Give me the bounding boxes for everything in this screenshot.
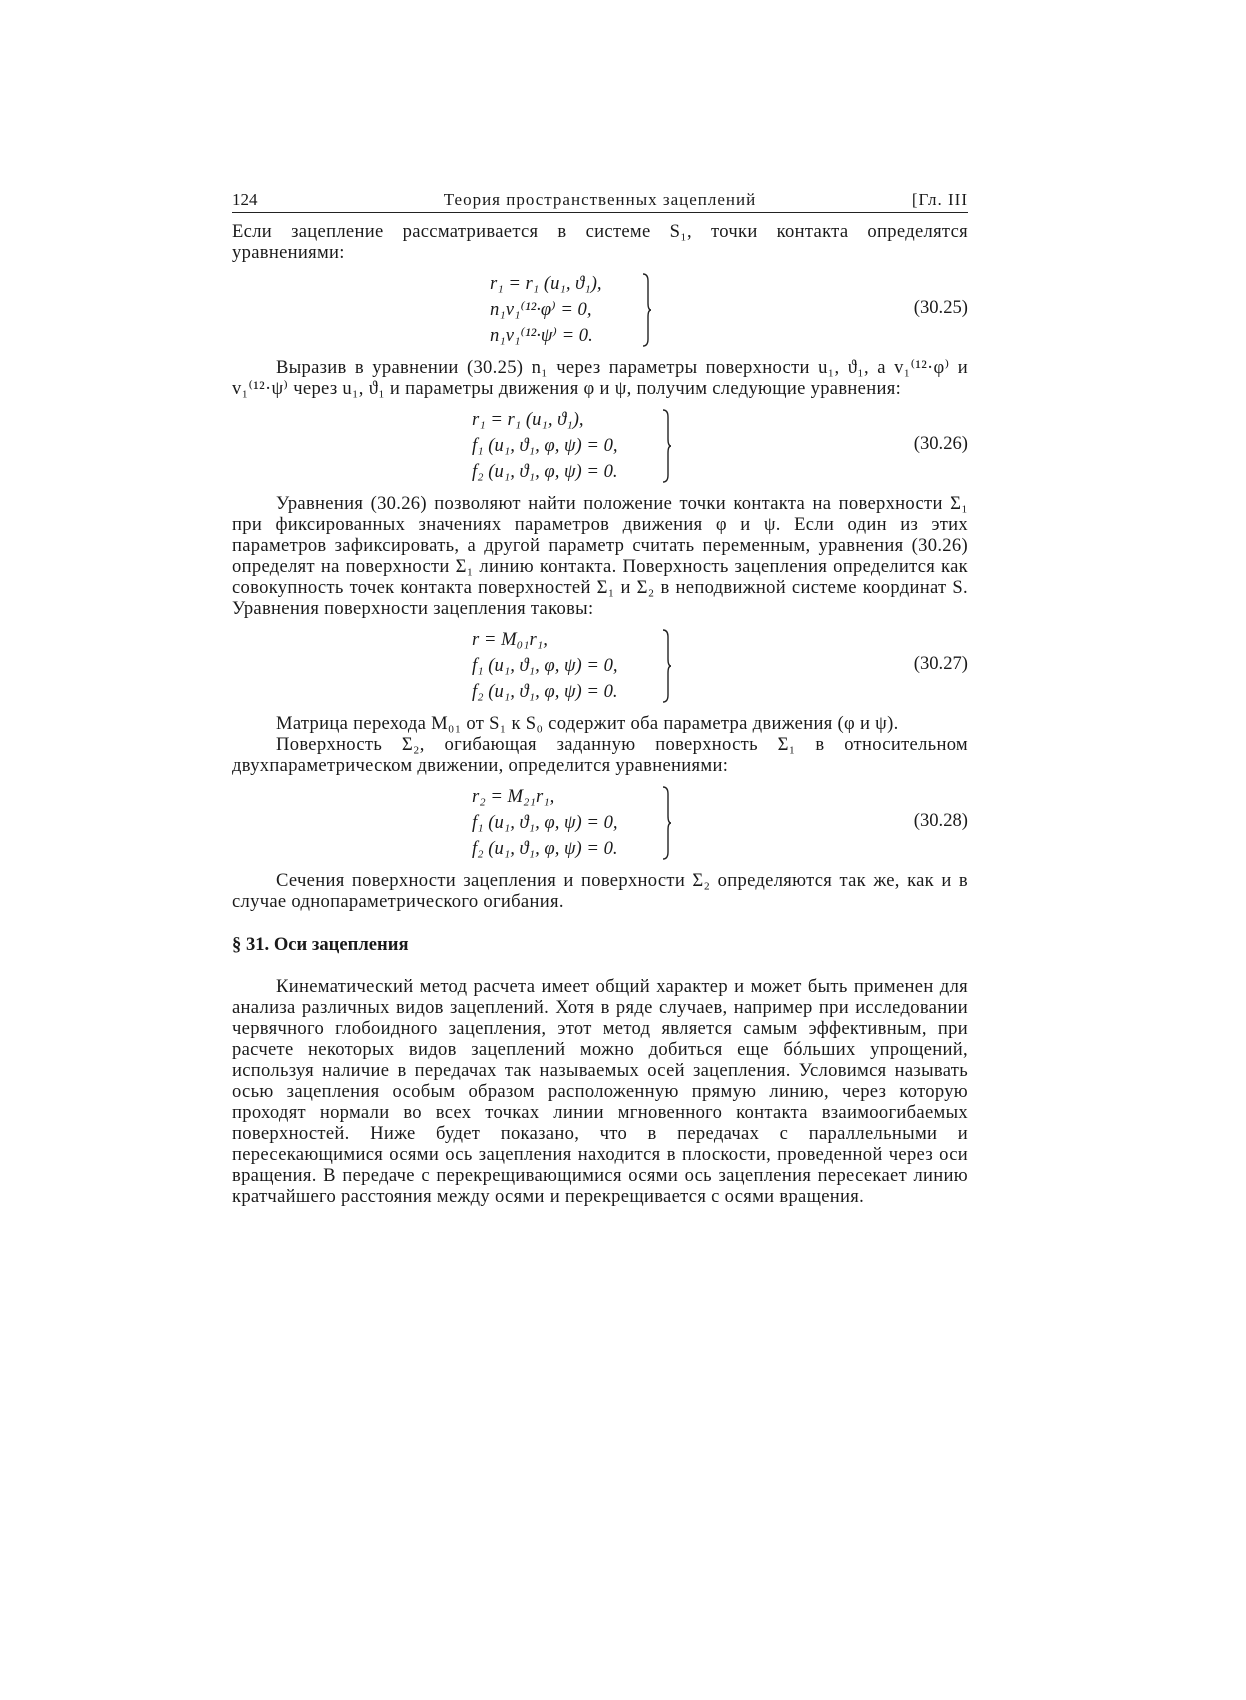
equation-line: r = M₀₁r₁, <box>472 629 548 650</box>
equation-30-25 <box>232 271 968 349</box>
equation-line: f₂ (u₁, ϑ₁, φ, ψ) = 0. <box>472 681 618 702</box>
paragraph: Матрица перехода M₀₁ от S₁ к S₀ содержит оба параметра движения (φ и ψ). <box>276 713 899 734</box>
paragraph: Уравнения (30.26) позволяют найти положение точки контакта на поверхности Σ₁ при фиксированных значениях параметров движения φ и ψ. Если один из этих параметров зафиксировать, а другой параметр считать переменным, уравнения (30.26) определят на поверхности Σ₁ линию контакта. Поверхность зацепления определится как совокупность точек контакта поверхностей Σ₁ и Σ₂ в неподвижной системе координат S. Уравнения поверхности зацепления таковы: <box>232 493 968 619</box>
equation-line: f₂ (u₁, ϑ₁, φ, ψ) = 0. <box>472 838 618 859</box>
running-title: Теория пространственных зацеплений <box>443 190 757 209</box>
equation-line: n₁v₁⁽¹²·ψ⁾ = 0. <box>490 325 593 346</box>
paragraph: Если зацепление рассматривается в системе S₁, точки контакта определятся уравнениями: <box>232 221 968 263</box>
equation-line: r₁ = r₁ (u₁, ϑ₁), <box>472 409 584 430</box>
equation-line: n₁v₁⁽¹²·φ⁾ = 0, <box>490 299 592 320</box>
paragraph: Сечения поверхности зацепления и поверхности Σ₂ определяются так же, как и в случае однопараметрического огибания. <box>232 870 968 912</box>
paragraph: Кинематический метод расчета имеет общий характер и может быть применен для анализа различных видов зацеплений. Хотя в ряде случаев, например при исследовании червячного глобоидного зацепления, этот метод является самым эффективным, при расчете некоторых видов зацеплений можно добиться еще бóльших упрощений, используя наличие в передачах так называемых осей зацепления. Условимся называть осью зацепления особым образом расположенную прямую линию, через которую проходят нормали во всех точках линии мгновенного контакта взаимоогибаемых поверхностей. Ниже будет показано, что в передачах с параллельными и пересекающимися осями ось зацепления находится в плоскости, проведенной через оси вращения. В передаче с перекрещивающимися осями ось зацепления пересекает линию кратчайшего расстояния между осями и перекрещивается с осями вращения. <box>232 976 968 1207</box>
equation-30-26 <box>232 407 968 485</box>
equation-30-28 <box>232 784 968 862</box>
page-header <box>232 190 968 213</box>
equation-line: f₁ (u₁, ϑ₁, φ, ψ) = 0, <box>472 655 618 676</box>
equation-lines <box>490 271 602 349</box>
equation-number: (30.25) <box>913 297 968 318</box>
equation-line: f₁ (u₁, ϑ₁, φ, ψ) = 0, <box>472 812 618 833</box>
equation-line: f₁ (u₁, ϑ₁, φ, ψ) = 0, <box>472 435 618 456</box>
equation-lines <box>472 627 618 705</box>
equation-lines <box>472 407 618 485</box>
equation-line: r₁ = r₁ (u₁, ϑ₁), <box>490 273 602 294</box>
equation-line: f₂ (u₁, ϑ₁, φ, ψ) = 0. <box>472 461 618 482</box>
right-brace-icon <box>662 786 672 860</box>
equation-number: (30.28) <box>913 810 968 831</box>
equation-line: r₂ = M₂₁r₁, <box>472 786 555 807</box>
chapter-label: [Гл. III <box>911 190 968 209</box>
equation-lines <box>472 784 618 862</box>
paragraph: Поверхность Σ₂, огибающая заданную поверхность Σ₁ в относительном двухпараметрическом движении, определится уравнениями: <box>232 734 968 776</box>
paragraph: Выразив в уравнении (30.25) n₁ через параметры поверхности u₁, ϑ₁, а v₁⁽¹²·φ⁾ и v₁⁽¹²·ψ⁾ через u₁, ϑ₁ и параметры движения φ и ψ, получим следующие уравнения: <box>232 357 968 399</box>
equation-30-27 <box>232 627 968 705</box>
book-page <box>232 190 968 1207</box>
equation-number: (30.27) <box>913 653 968 674</box>
section-title: § 31. Оси зацепления <box>232 934 409 955</box>
right-brace-icon <box>662 629 672 703</box>
right-brace-icon <box>642 273 652 347</box>
page-number: 124 <box>232 190 258 209</box>
equation-number: (30.26) <box>913 433 968 454</box>
right-brace-icon <box>662 409 672 483</box>
